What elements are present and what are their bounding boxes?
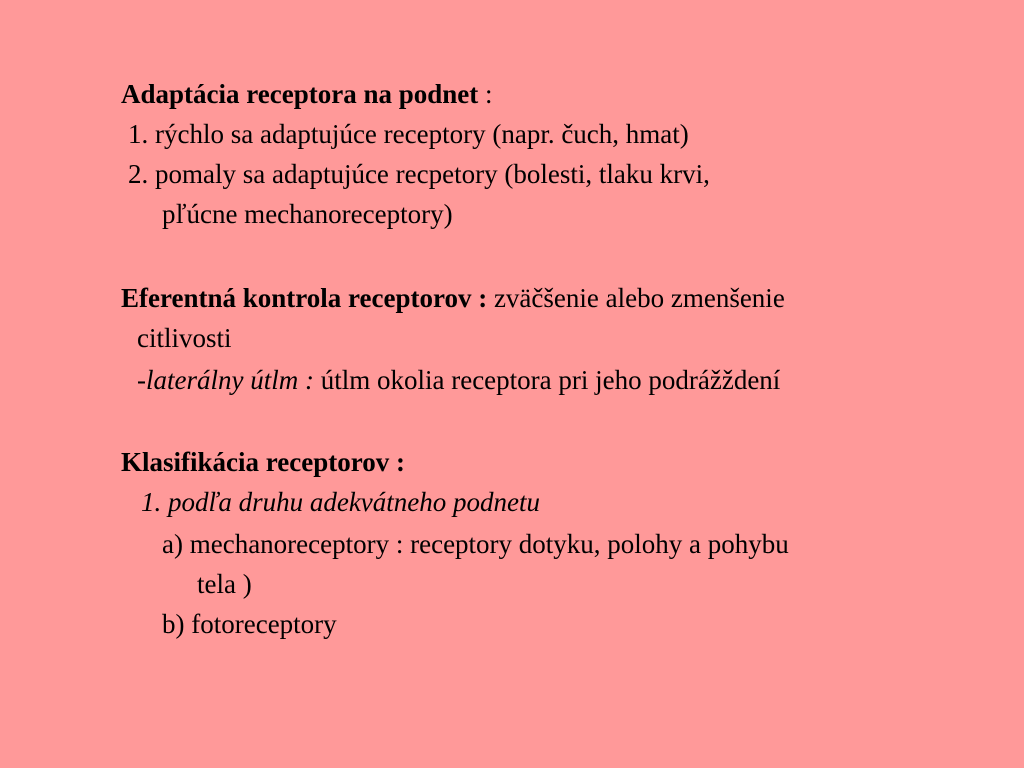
adaptation-item-fast: 1. rýchlo sa adaptujúce receptory (napr. čuch, hmat) [128,119,689,149]
lateral-inhibition-term: laterálny útlm : [146,365,314,395]
efferent-description-continuation: citlivosti [137,323,232,353]
lateral-inhibition-dash: - [137,365,146,395]
adaptation-heading-colon: : [478,79,493,109]
adaptation-heading: Adaptácia receptora na podnet [121,79,479,109]
lateral-inhibition-line [137,364,780,396]
mechanoreceptors-item-continuation: tela ) [197,569,252,599]
adaptation-item-slow: 2. pomaly sa adaptujúce recpetory (bolesti, tlaku krvi, [128,159,710,189]
mechanoreceptors-item: a) mechanoreceptory : receptory dotyku, polohy a pohybu [162,529,789,559]
classification-criterion: 1. podľa druhu adekvátneho podnetu [141,487,541,517]
lateral-inhibition-text: útlm okolia receptora pri jeho podrážždení [313,365,781,395]
classification-heading-text: Klasifikácia receptorov : [121,447,405,477]
photoreceptors-item: b) fotoreceptory [162,609,337,639]
adaptation-heading-line [121,78,493,110]
classification-heading [121,446,405,478]
adaptation-item-slow-continuation: pľúcne mechanoreceptory) [162,199,453,229]
efferent-heading-line [121,282,785,314]
efferent-heading: Eferentná kontrola receptorov : [121,283,488,313]
efferent-description: zväčšenie alebo zmenšenie [487,283,785,313]
